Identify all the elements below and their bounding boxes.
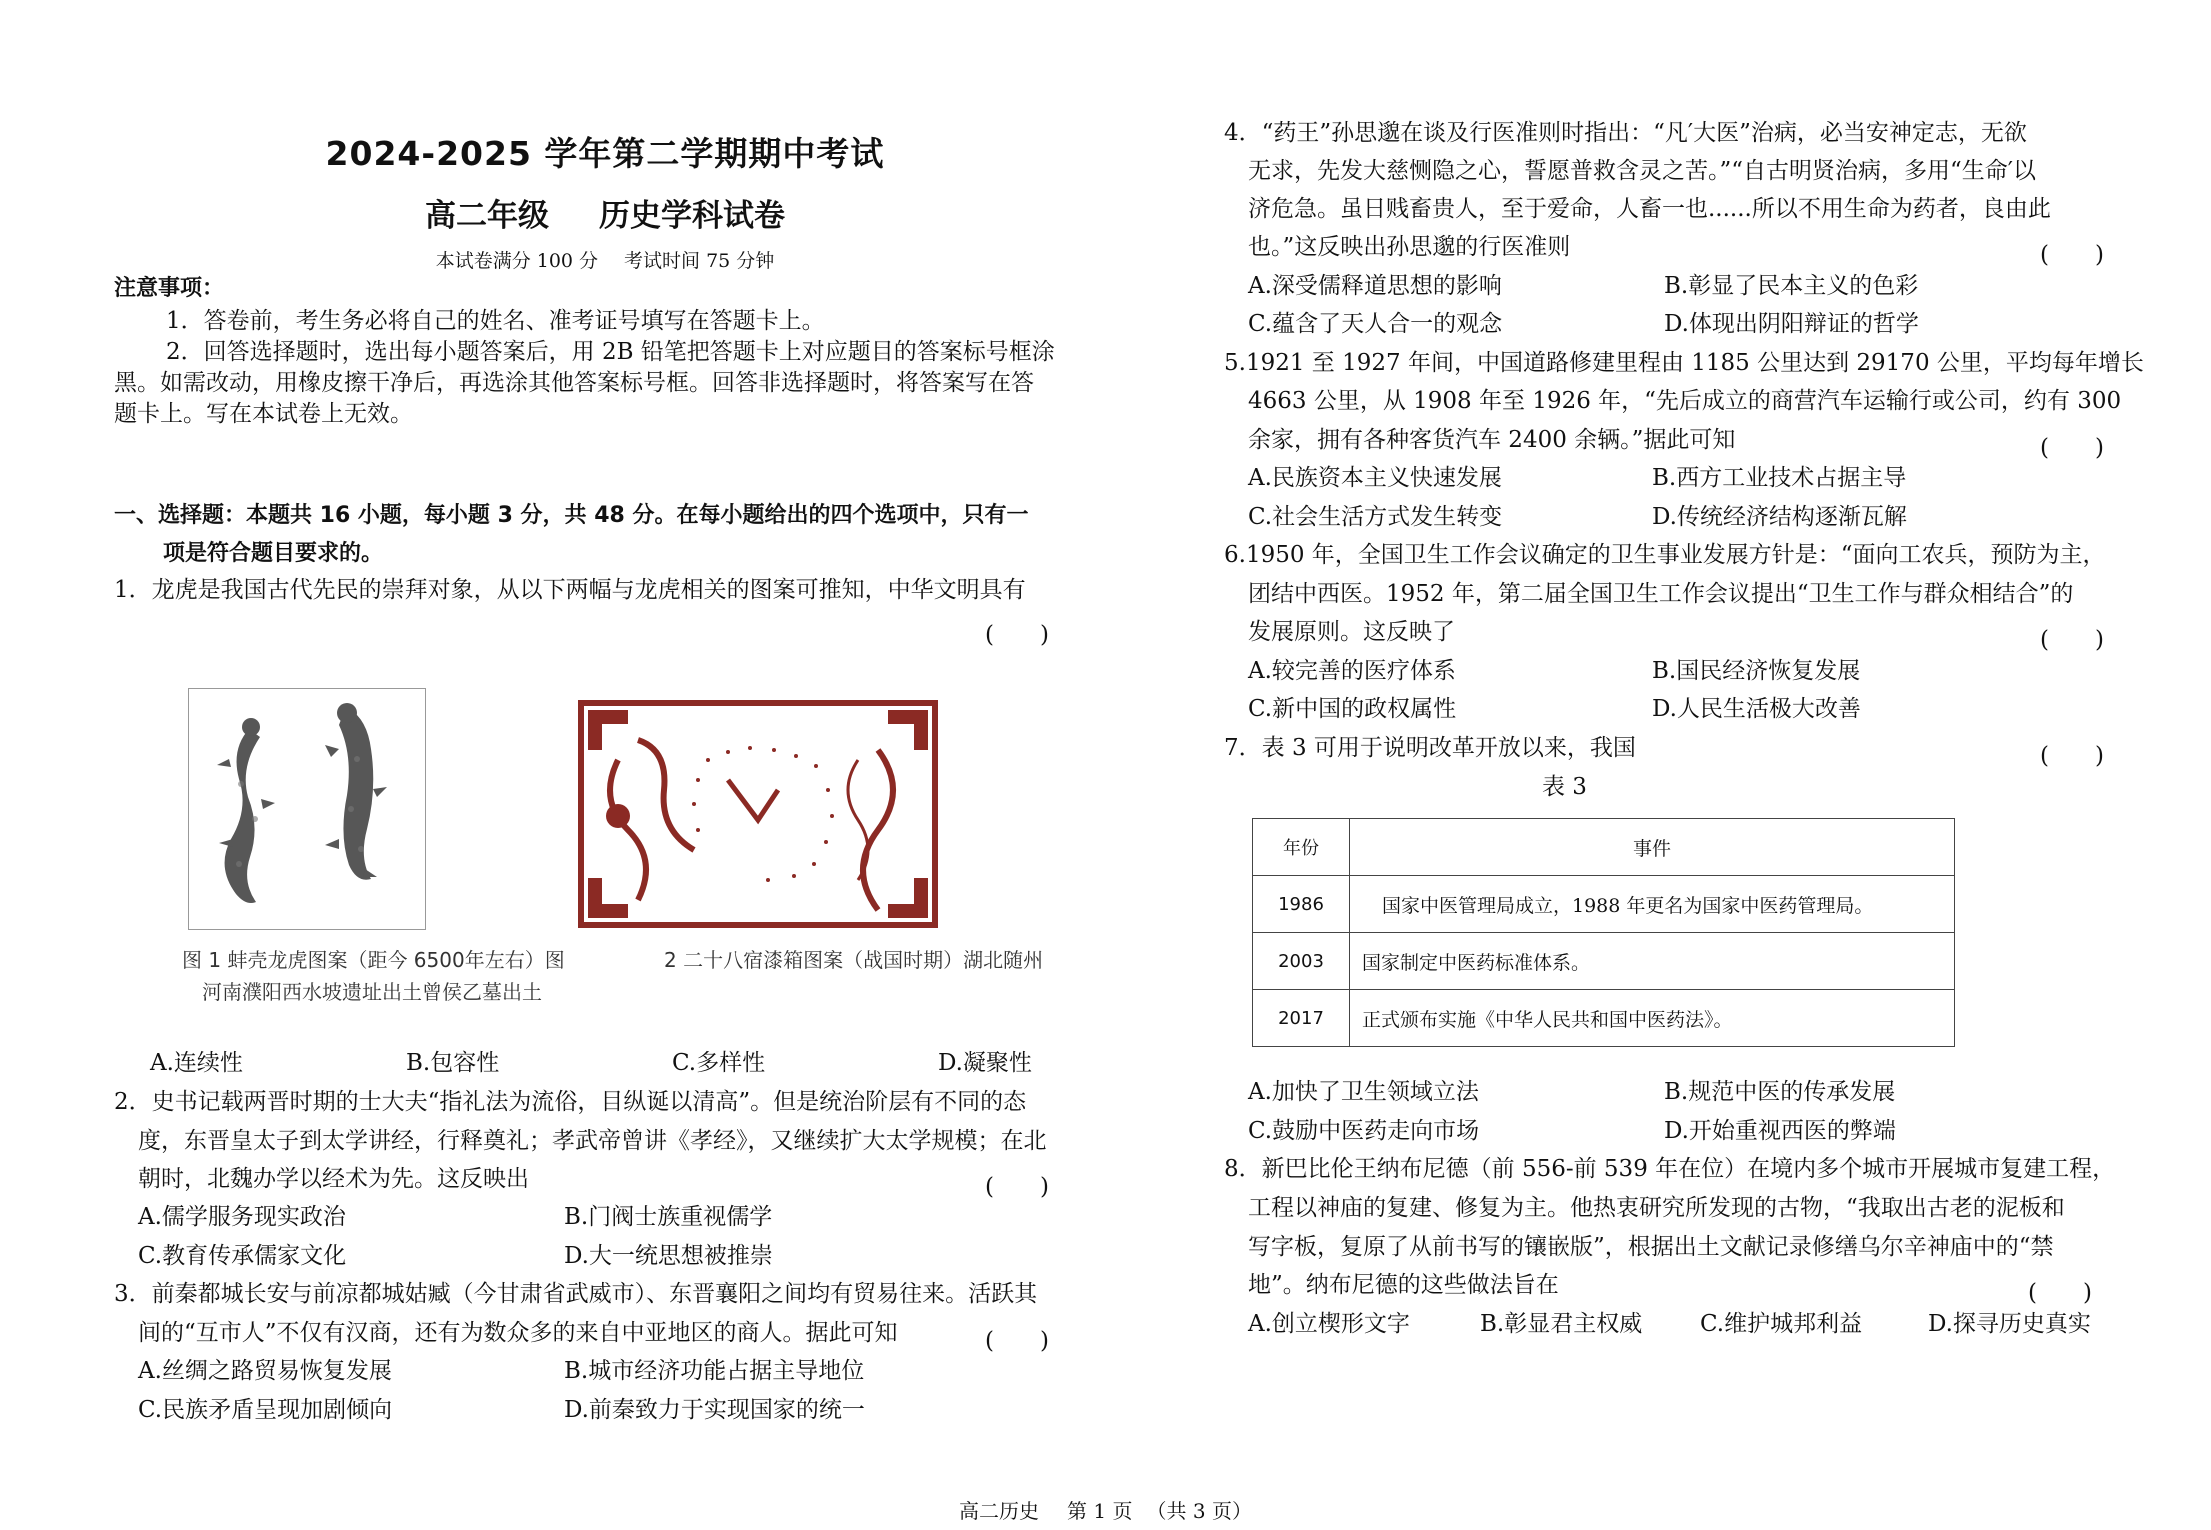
figure-2-caption: 2 二十八宿漆箱图案（战国时期）湖北随州 xyxy=(664,948,1044,972)
q3-line-2: 间的“互市人”不仅有汉商，还有为数众多的来自中亚地区的商人。据此可知 xyxy=(138,1320,898,1346)
q3-answer-bracket: ( ) xyxy=(985,1328,1049,1354)
table-3 xyxy=(1252,818,1955,1047)
page-footer xyxy=(0,1495,2211,1524)
table-row xyxy=(1253,933,1955,990)
q6-line-2: 团结中西医。1952 年，第二届全国卫生工作会议提出“卫生工作与群众相结合”的 xyxy=(1248,581,2074,607)
q1-stem: 1．龙虎是我国古代先民的崇拜对象，从以下两幅与龙虎相关的图案可推知，中华文明具有 xyxy=(114,577,1026,603)
q1-option-b: B.包容性 xyxy=(406,1050,500,1076)
q8-answer-bracket: ( ) xyxy=(2028,1280,2092,1306)
subject-label: 历史学科试卷 xyxy=(599,198,785,234)
footer-total-pages: （共 3 页） xyxy=(1146,1499,1252,1523)
q3-option-c: C.民族矛盾呈现加剧倾向 xyxy=(138,1397,393,1423)
notice-item-2-line-3: 题卡上。写在本试卷上无效。 xyxy=(114,401,413,427)
grade-label: 高二年级 xyxy=(425,198,549,234)
notice-item-2-line-1: 2．回答选择题时，选出每小题答案后，用 2B 铅笔把答题卡上对应题目的答案标号框涂 xyxy=(166,339,1055,365)
table-cell-event: 国家中医管理局成立，1988 年更名为国家中医药管理局。 xyxy=(1350,876,1955,933)
notice-item-2-line-2: 黑。如需改动，用橡皮擦干净后，再选涂其他答案标号框。回答非选择题时，将答案写在答 xyxy=(114,370,1034,396)
q8-option-a: A.创立楔形文字 xyxy=(1248,1311,1410,1337)
q7-option-b: B.规范中医的传承发展 xyxy=(1664,1079,1896,1105)
table-cell-year: 2003 xyxy=(1253,933,1350,990)
q5-line-1: 5.1921 至 1927 年间，中国道路修建里程由 1185 公里达到 29170 公里，平均每年增长 xyxy=(1224,350,2144,376)
table-cell-year: 2017 xyxy=(1253,990,1350,1047)
q4-answer-bracket: ( ) xyxy=(2040,242,2104,268)
exam-meta xyxy=(120,246,1090,273)
q7-option-c: C.鼓励中医药走向市场 xyxy=(1248,1118,1480,1144)
q5-line-2: 4663 公里，从 1908 年至 1926 年，“先后成立的商营汽车运输行或公司，约有 300 xyxy=(1248,388,2122,414)
q4-line-4: 也。”这反映出孙思邈的行医准则 xyxy=(1248,234,1571,260)
q7-line-1: 7．表 3 可用于说明改革开放以来，我国 xyxy=(1224,735,1636,761)
q2-line-2: 度，东晋皇太子到太学讲经，行释奠礼；孝武帝曾讲《孝经》，又继续扩大太学规模；在北 xyxy=(138,1128,1047,1154)
q6-line-1: 6.1950 年，全国卫生工作会议确定的卫生事业发展方针是：“面向工农兵，预防为主， xyxy=(1224,542,2106,568)
section-heading-line-2: 项是符合题目要求的。 xyxy=(163,541,384,566)
q7-answer-bracket: ( ) xyxy=(2040,743,2104,769)
score-note: 本试卷满分 100 分 xyxy=(435,250,599,272)
table-3-title: 表 3 xyxy=(1542,774,1587,800)
q4-line-2: 无求，先发大慈恻隐之心，誓愿普救含灵之苦。”“自古明贤治病，多用“生命′以 xyxy=(1248,158,2036,184)
q7-option-a: A.加快了卫生领域立法 xyxy=(1248,1079,1479,1105)
figure-1-caption-line-2: 河南濮阳西水坡遗址出土曾侯乙墓出土 xyxy=(202,980,542,1004)
q6-answer-bracket: ( ) xyxy=(2040,627,2104,653)
table-row xyxy=(1253,990,1955,1047)
footer-page-number: 第 1 页 xyxy=(1067,1499,1133,1523)
q5-option-a: A.民族资本主义快速发展 xyxy=(1248,465,1502,491)
q8-option-b: B.彰显君主权威 xyxy=(1480,1311,1643,1337)
exam-subtitle xyxy=(120,190,1090,235)
right-column xyxy=(1110,0,2211,1530)
q2-line-1: 2．史书记载两晋时期的士大夫“指礼法为流俗，目纵诞以清高”。但是统治阶层有不同的态 xyxy=(114,1089,1027,1115)
q7-option-d: D.开始重视西医的弊端 xyxy=(1664,1118,1896,1144)
q6-option-a: A.较完善的医疗体系 xyxy=(1248,658,1456,684)
q6-option-b: B.国民经济恢复发展 xyxy=(1652,658,1861,684)
q4-line-1: 4．“药王”孙思邈在谈及行医准则时指出：“凡′大医”治病，必当安神定志，无欲 xyxy=(1224,120,2027,146)
q4-option-a: A.深受儒释道思想的影响 xyxy=(1248,273,1502,299)
q6-option-d: D.人民生活极大改善 xyxy=(1652,696,1861,722)
figure-2-lacquer-box xyxy=(578,700,938,928)
dragon-tiger-shell-image xyxy=(189,689,425,929)
q8-option-c: C.维护城邦利益 xyxy=(1700,1311,1863,1337)
table-row xyxy=(1253,876,1955,933)
notice-item-1: 1．答卷前，考生务必将自己的姓名、准考证号填写在答题卡上。 xyxy=(166,308,825,334)
time-note: 考试时间 75 分钟 xyxy=(624,250,775,272)
q2-option-a: A.儒学服务现实政治 xyxy=(138,1204,346,1230)
q3-option-b: B.城市经济功能占据主导地位 xyxy=(564,1358,865,1384)
q1-option-a: A.连续性 xyxy=(150,1050,243,1076)
q6-option-c: C.新中国的政权属性 xyxy=(1248,696,1457,722)
q2-option-c: C.教育传承儒家文化 xyxy=(138,1243,347,1269)
q5-option-d: D.传统经济结构逐渐瓦解 xyxy=(1652,504,1907,530)
section-heading-line-1: 一、选择题：本题共 16 小题，每小题 3 分，共 48 分。在每小题给出的四个选项中，只有一 xyxy=(114,503,1029,528)
q2-line-3: 朝时，北魏办学以经术为先。这反映出 xyxy=(138,1166,529,1192)
q5-line-3: 余家，拥有各种客货汽车 2400 余辆。”据此可知 xyxy=(1248,427,1736,453)
table-cell-event: 正式颁布实施《中华人民共和国中医药法》。 xyxy=(1350,990,1955,1047)
figure-1-caption-line-1: 图 1 蚌壳龙虎图案（距今 6500年左右）图 xyxy=(182,948,565,972)
q2-option-d: D.大一统思想被推崇 xyxy=(564,1243,773,1269)
q2-answer-bracket: ( ) xyxy=(985,1174,1049,1200)
q4-option-b: B.彰显了民本主义的色彩 xyxy=(1664,273,1919,299)
q3-option-d: D.前秦致力于实现国家的统一 xyxy=(564,1397,865,1423)
q4-option-d: D.体现出阴阳辩证的哲学 xyxy=(1664,311,1919,337)
q3-line-1: 3．前秦都城长安与前凉都城姑臧（今甘肃省武威市）、东晋襄阳之间均有贸易往来。活跃其 xyxy=(114,1281,1038,1307)
q5-answer-bracket: ( ) xyxy=(2040,435,2104,461)
q5-option-b: B.西方工业技术占据主导 xyxy=(1652,465,1907,491)
q2-option-b: B.门阀士族重视儒学 xyxy=(564,1204,773,1230)
table-header-year: 年份 xyxy=(1253,819,1350,876)
q8-line-3: 写字板，复原了从前书写的镶嵌版”，根据出土文献记录修缮乌尔辛神庙中的“禁 xyxy=(1248,1234,2054,1260)
q8-line-1: 8．新巴比伦王纳布尼德（前 556-前 539 年在位）在境内多个城市开展城市复建工程， xyxy=(1224,1156,2116,1182)
table-header-event: 事件 xyxy=(1350,819,1955,876)
q4-line-3: 济危急。虽日贱畜贵人，至于爱命，人畜一也......所以不用生命为药者，良由此 xyxy=(1248,196,2051,222)
q5-option-c: C.社会生活方式发生转变 xyxy=(1248,504,1503,530)
q1-answer-bracket: ( ) xyxy=(985,622,1049,648)
exam-title: 2024-2025 学年第二学期期中考试 xyxy=(325,134,885,173)
q8-line-4: 地”。纳布尼德的这些做法旨在 xyxy=(1248,1272,1559,1298)
q8-option-d: D.探寻历史真实 xyxy=(1928,1311,2091,1337)
notice-heading: 注意事项： xyxy=(114,276,225,301)
table-cell-event: 国家制定中医药标准体系。 xyxy=(1350,933,1955,990)
q4-option-c: C.蕴含了天人合一的观念 xyxy=(1248,311,1503,337)
lacquer-box-image xyxy=(578,700,938,928)
figure-1-dragon-tiger-shell xyxy=(188,688,426,930)
q1-option-c: C.多样性 xyxy=(672,1050,766,1076)
q8-line-2: 工程以神庙的复建、修复为主。他热衷研究所发现的古物，“我取出古老的泥板和 xyxy=(1248,1195,2065,1221)
table-cell-year: 1986 xyxy=(1253,876,1350,933)
q3-option-a: A.丝绸之路贸易恢复发展 xyxy=(138,1358,392,1384)
q6-line-3: 发展原则。这反映了 xyxy=(1248,619,1455,645)
footer-subject: 高二历史 xyxy=(959,1499,1040,1523)
q1-option-d: D.凝聚性 xyxy=(938,1050,1032,1076)
table-header-row xyxy=(1253,819,1955,876)
